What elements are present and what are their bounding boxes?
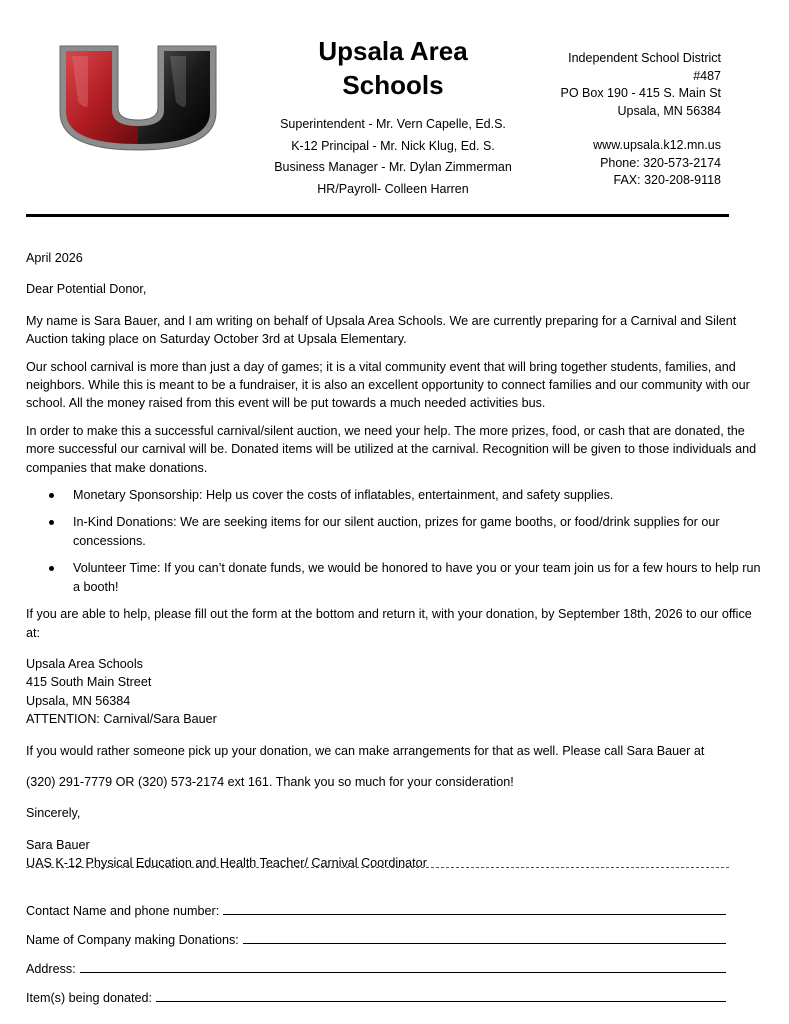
signer-title: UAS K-12 Physical Education and Health Teacher/ Carnival Coordinator <box>26 856 427 871</box>
district-phone: Phone: 320-573-2174 <box>600 155 721 170</box>
paragraph-5: If you would rather someone pick up your donation, we can make arrangements for that as well. Please call Sara Bauer at <box>26 743 705 758</box>
address-line: Upsala, MN 56384 <box>26 693 131 708</box>
district-website: www.upsala.k12.mn.us <box>593 138 721 152</box>
list-item: In-Kind Donations: We are seeking items for our silent auction, prizes for game booths, or food/drink supplies for our concessions. <box>26 513 761 550</box>
company-label: Name of Company making Donations: <box>26 933 239 947</box>
letter-body <box>26 249 761 873</box>
address-line: 415 South Main Street <box>26 675 152 690</box>
paragraph-1: My name is Sara Bauer, and I am writing on behalf of Upsala Area Schools. We are currently preparing for a Carnival and Silent Auction taking place on Saturday October 3rd at Upsala Elementary. <box>26 313 737 347</box>
staff-superintendent: Superintendent - Mr. Vern Capelle, Ed.S. <box>280 117 506 131</box>
school-name-line1: Upsala Area <box>318 36 468 66</box>
bullet-icon <box>49 520 54 525</box>
address-line: Upsala Area Schools <box>26 656 143 671</box>
staff-principal: K-12 Principal - Mr. Nick Klug, Ed. S. <box>291 138 495 153</box>
paragraph-2: Our school carnival is more than just a day of games; it is a vital community event that will bring together students, families, and neighbors. While this is meant to be a fundraiser, it is also an excellent opportunity to connect families and our community with our school. All the money raised from this event will be put towards a much needed activities bus. <box>26 359 750 411</box>
donation-options-list <box>26 486 761 596</box>
address-line: ATTENTION: Carnival/Sara Bauer <box>26 712 217 727</box>
list-item: Volunteer Time: If you can’t donate funds, we would be honored to have you or your team join us for a few hours to help run a booth! <box>26 559 761 596</box>
company-field[interactable] <box>243 943 726 944</box>
district-line1: Independent School District <box>568 51 721 65</box>
contact-label: Contact Name and phone number: <box>26 904 220 918</box>
header-divider <box>26 214 729 217</box>
address-label: Address: <box>26 962 76 976</box>
paragraph-4: If you are able to help, please fill out the form at the bottom and return it, with your donation, by September 18th, 2026 to our office at: <box>26 607 752 640</box>
bullet-icon <box>49 566 54 571</box>
district-info <box>521 50 721 190</box>
contact-field[interactable] <box>223 914 726 915</box>
donation-form <box>26 889 726 1005</box>
school-logo <box>58 42 218 152</box>
staff-list <box>258 114 528 200</box>
school-name-line2: Schools <box>342 70 444 100</box>
district-line3: PO Box 190 - 415 S. Main St <box>560 86 721 100</box>
address-field[interactable] <box>80 972 726 973</box>
items-label: Item(s) being donated: <box>26 991 153 1005</box>
contact-row <box>26 889 726 918</box>
address-row <box>26 947 726 976</box>
paragraph-6: (320) 291-7779 OR (320) 573-2174 ext 161. Thank you so much for your consideration! <box>26 774 514 789</box>
staff-hr-payroll: HR/Payroll- Colleen Harren <box>317 181 469 196</box>
staff-business-manager: Business Manager - Mr. Dylan Zimmerman <box>274 160 512 174</box>
items-field[interactable] <box>156 1001 726 1002</box>
company-row <box>26 918 726 947</box>
cut-line <box>26 867 729 868</box>
list-item: Monetary Sponsorship: Help us cover the costs of inflatables, entertainment, and safety supplies. <box>26 486 761 504</box>
paragraph-3: In order to make this a successful carnival/silent auction, we need your help. The more prizes, food, or cash that are donated, the more successful our carnival will be. Donated items will be utilized at the carnival. Recognition will be given to those individuals and companies that make donations. <box>26 423 757 475</box>
letter-date: April 2026 <box>26 251 83 265</box>
bullet-icon <box>49 493 54 498</box>
district-line4: Upsala, MN 56384 <box>617 103 721 118</box>
header-center <box>258 34 528 200</box>
district-fax: FAX: 320-208-9118 <box>613 173 721 187</box>
salutation: Dear Potential Donor, <box>26 282 147 297</box>
closing: Sincerely, <box>26 806 81 821</box>
mailing-address <box>26 655 761 729</box>
district-line2: #487 <box>693 68 721 83</box>
signer-name: Sara Bauer <box>26 837 90 852</box>
items-row <box>26 976 726 1005</box>
